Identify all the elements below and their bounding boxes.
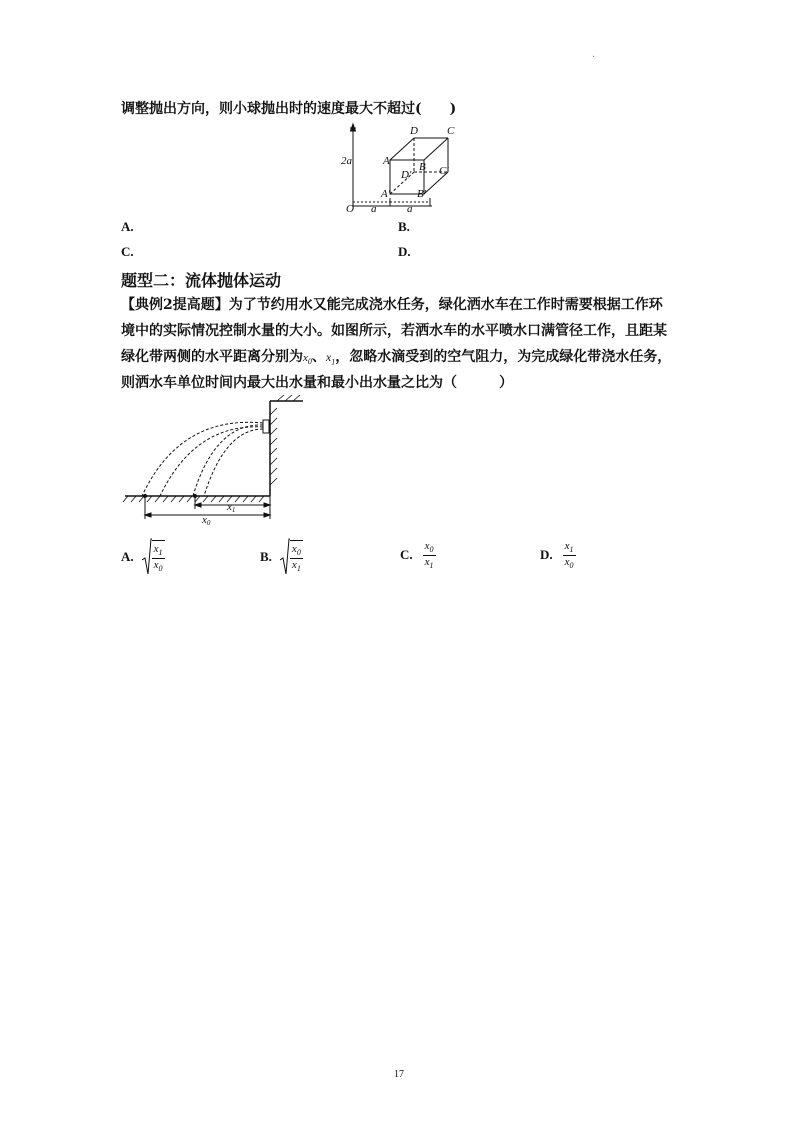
label-Ap: A' <box>381 188 391 200</box>
q2-option-d-frac: $\frac{x_1}{x_0}$ <box>564 540 574 571</box>
question2-line3-prefix: 绿化带两侧的水平距离分别为 <box>121 349 303 365</box>
q2-option-a-label: A. <box>121 549 134 564</box>
var-x1: $x_1$ <box>325 350 336 367</box>
label-A: A <box>383 155 390 167</box>
q2-option-a-frac: $\frac{x_1}{x_0}$ <box>152 540 165 574</box>
label-Cp: C' <box>439 165 449 177</box>
fig-label-x1: x1 <box>227 501 236 514</box>
question2-line2: 境中的实际情况控制水量的大小。如图所示，若洒水车的水平喷水口满管径工作，且距某 <box>121 323 667 339</box>
q1-option-d: D. <box>398 244 411 259</box>
label-C: C <box>447 125 455 137</box>
section-title: 题型二：流体抛体运动 <box>121 271 282 290</box>
cube-figure <box>330 120 490 215</box>
q2-option-d <box>540 540 576 571</box>
q1-option-b: B. <box>398 219 410 234</box>
var-x0: $x_0$ <box>303 352 312 367</box>
question2-line1: 【典例2提高题】为了节约用水又能完成浇水任务，绿化洒水车在工作时需要根据工作环 <box>121 297 663 313</box>
label-a2: a <box>407 203 413 215</box>
q2-option-b-label: B. <box>260 549 272 564</box>
q2-option-b <box>260 538 303 576</box>
label-D: D <box>410 125 418 137</box>
label-B: B <box>419 161 426 173</box>
question2-line3-suffix: ，忽略水滴受到的空气阻力，为完成绿化带浇水任务， <box>335 349 672 365</box>
q2-option-a <box>121 538 165 576</box>
label-2a: 2a <box>341 155 352 167</box>
q2-option-d-label: D. <box>540 547 553 563</box>
label-a1: a <box>371 203 377 215</box>
q1-option-c: C. <box>121 244 134 259</box>
header-mark: · <box>592 52 596 63</box>
separator: 、 <box>311 349 326 365</box>
sqrt-icon <box>142 538 165 576</box>
q2-option-c <box>400 540 436 571</box>
q1-option-a: A. <box>121 219 134 234</box>
q2-option-b-frac: $\frac{x_0}{x_1}$ <box>290 540 303 574</box>
question2-line3 <box>121 346 671 366</box>
question2-line4: 则洒水车单位时间内最大出水量和最小出水量之比为（ ） <box>121 375 513 391</box>
label-O: O <box>346 203 354 215</box>
label-Bp: B' <box>417 188 427 200</box>
sprinkler-figure <box>120 395 310 530</box>
q2-option-c-label: C. <box>400 547 413 563</box>
q2-option-c-frac: $\frac{x_0}{x_1}$ <box>424 540 434 571</box>
fig-label-x0: x0 <box>202 514 211 527</box>
label-Dp: D' <box>401 169 412 181</box>
sqrt-icon <box>280 538 303 576</box>
question1-text: 调整抛出方向，则小球抛出时的速度最大不超过( ) <box>121 101 457 117</box>
page-number: 17 <box>394 1069 404 1080</box>
